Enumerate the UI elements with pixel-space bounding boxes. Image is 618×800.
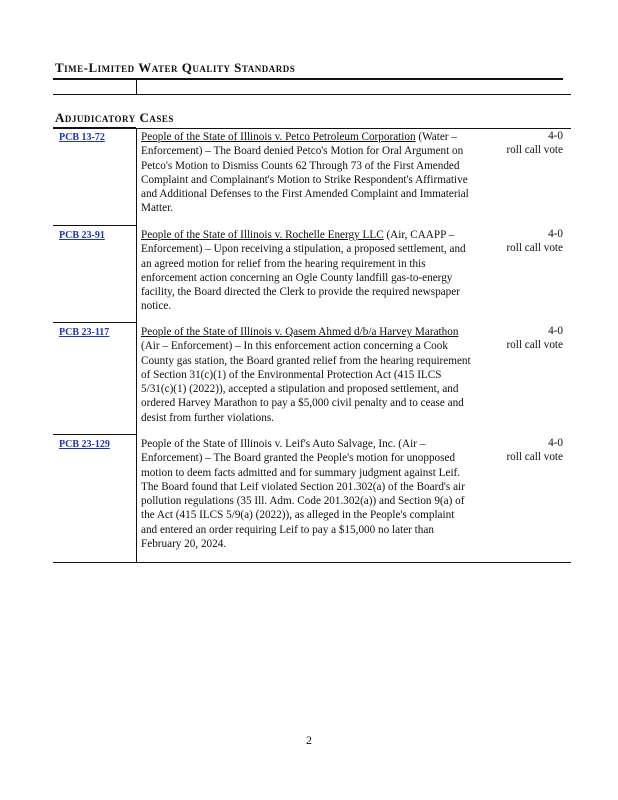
row-separator <box>53 434 136 435</box>
section-rule <box>53 78 563 80</box>
case-description <box>141 325 471 425</box>
case-number-link[interactable]: PCB 13-72 <box>59 132 105 143</box>
vote-count: 4-0 <box>548 437 563 449</box>
vote-count: 4-0 <box>548 228 563 240</box>
column-divider <box>136 80 137 94</box>
case-body: People of the State of Illinois v. Leif's Auto Salvage, Inc. (Air – Enforcement) – The Board granted the People's motion for unopposed motion to deem facts admitted and for summary judgment against Leif. The Board found that Leif violated Section 201.302(a) of the Board's air pollution regulations (35 Ill. Adm. Code 201.302(a)) and Section 9(a) of the Act (415 ILCS 5/9(a) (2022)), as alleged in the People's complaint and entered an order requiring Leif to pay a $15,000 no later than February 20, 2024. <box>141 438 465 551</box>
table-top-rule <box>53 128 571 129</box>
row-separator <box>53 322 136 323</box>
case-number-link[interactable]: PCB 23-129 <box>59 439 110 450</box>
case-title: People of the State of Illinois v. Rochelle Energy LLC <box>141 229 384 241</box>
case-body: (Water – Enforcement) – The Board denied Petco's Motion for Oral Argument on Petco's Motion to Dismiss Counts 62 Through 73 of the First Amended Complaint and Complainant's Motion to Strike Respondent's Affirmative and Additional Defenses to the First Amended Complaint and Immaterial Matter. <box>141 131 469 215</box>
vote-label: roll call vote <box>506 242 563 254</box>
case-title: People of the State of Illinois v. Petco Petroleum Corporation <box>141 131 416 143</box>
page-number: 2 <box>306 733 312 747</box>
case-number-link[interactable]: PCB 23-117 <box>59 327 110 338</box>
vote-count: 4-0 <box>548 325 563 337</box>
section-heading-time-limited: Time-Limited Water Quality Standards <box>55 60 296 75</box>
vote-count: 4-0 <box>548 130 563 142</box>
case-description <box>141 130 471 216</box>
case-number-link[interactable]: PCB 23-91 <box>59 230 105 241</box>
case-title: People of the State of Illinois v. Qasem Ahmed d/b/a Harvey Marathon <box>141 326 459 338</box>
vote-label: roll call vote <box>506 451 563 463</box>
table-bottom-rule <box>53 562 571 563</box>
column-divider <box>136 128 137 563</box>
table-rule <box>53 94 571 95</box>
case-body: (Air, CAAPP – Enforcement) – Upon receiving a stipulation, a proposed settlement, and an agreed motion for relief from the hearing requirement in this enforcement action concerning an Ogle County landfill gas-to-energy facility, the Board directed the Clerk to provide the required newspaper notice. <box>141 229 466 313</box>
row-separator <box>53 225 136 226</box>
vote-label: roll call vote <box>506 144 563 156</box>
case-body: (Air – Enforcement) – In this enforcement action concerning a Cook County gas station, the Board granted relief from the hearing requirement of Section 31(c)(1) of the Environmental Protection Act (415 ILCS 5/31(c)(1) (2022)), accepted a stipulation and proposed settlement, and ordered Harvey Marathon to pay a $5,000 civil penalty and to cease and desist from further violations. <box>141 340 471 424</box>
row-separator <box>53 127 136 128</box>
vote-label: roll call vote <box>506 339 563 351</box>
case-description <box>141 228 471 314</box>
section-heading-adjudicatory: Adjudicatory Cases <box>55 110 174 125</box>
case-description <box>141 437 471 551</box>
